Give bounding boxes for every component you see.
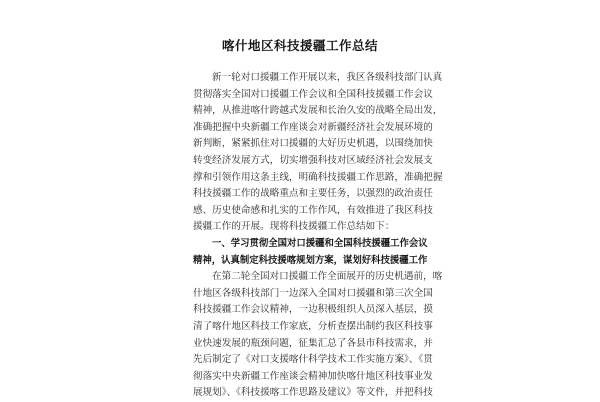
line-text: 清了喀什地区科技工作家底，分析查摆出制约我区科技事 [193, 321, 433, 332]
line-text: 转变经济发展方式，切实增强科技对区域经济社会发展支 [193, 155, 433, 166]
paragraph-line [0, 383, 600, 402]
line-text: 感、历史使命感和扎实的工作作风，有效推进了我区科技 [193, 204, 433, 216]
line-text: 什地区各级科技部门一边深入全国对口援疆和第三次全国 [193, 287, 433, 299]
line-text: 科技援疆工作的战略重点和主要任务，以强烈的政治责任 [193, 188, 433, 200]
line-text: 撑和引领作用这条主线，明确科技援疆工作思路，准确把握 [193, 171, 443, 183]
line-text: 新一轮对口援疆工作开展以来，我区各级科技部门认真 [212, 72, 443, 83]
line-text: 展规划》、《科技援喀工作思路及建议》等文件，并把科技 [193, 387, 433, 399]
line-text: 准确把握中央新疆工作座谈会对新疆经济社会发展环境的 [193, 121, 433, 133]
line-text: 科技援疆工作会议精神，一边积极组织人员深入基层，摸 [193, 304, 433, 316]
line-text: 先后制定了《对口支援喀什科学技术工作实施方案》、《贯 [193, 354, 433, 366]
line-text: 在第二轮全国对口援疆工作全面展开的历史机遇前，喀 [212, 271, 443, 283]
line-text: 贯彻落实全国对口援疆工作会议和全国科技援疆工作会议 [193, 88, 433, 100]
line-text: 精神，认真制定科技援喀规划方案，谋划好科技援疆工作 [193, 254, 428, 266]
document-title: 喀什地区科技援疆工作总结 [221, 38, 378, 53]
line-text: 精神，从推进喀什跨越式发展和长治久安的战略全局出发， [193, 105, 443, 117]
line-text: 彻落实中央新疆工作座谈会精神加快喀什地区科技事业发 [193, 370, 433, 382]
line-text: 新判断，紧紧抓住对口援疆的大好历史机遇，以围绕加快 [193, 138, 433, 150]
line-text: 援疆工作的开展。现将科技援疆工作总结如下： [193, 221, 395, 233]
line-text: 业快速发展的瓶颈问题，征集汇总了各县市科技需求，并 [193, 337, 433, 349]
line-text: 一、学习贯彻全国对口援疆和全国科技援疆工作会议 [212, 238, 428, 249]
